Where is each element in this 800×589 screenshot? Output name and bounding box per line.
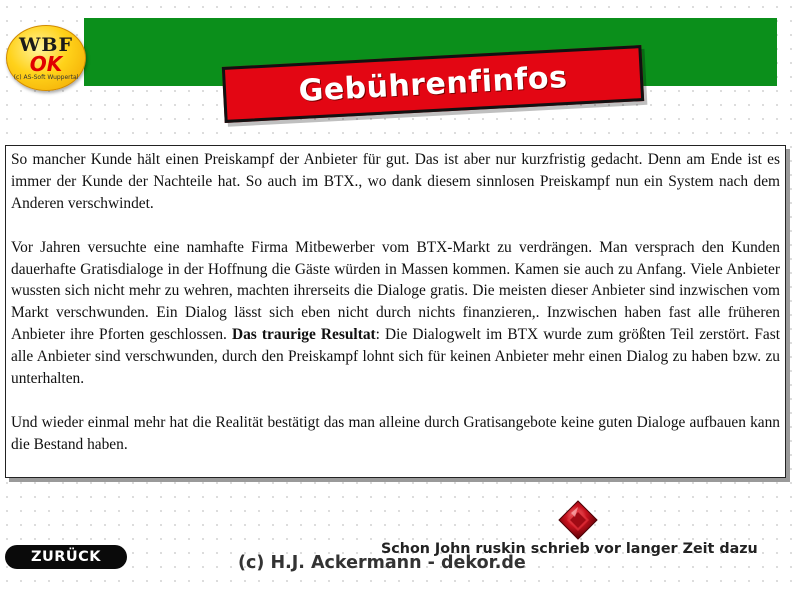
paragraph-2-text-a: Vor Jahren versuchte eine namhafte Firma Mitbewerber vom BTX-Markt zu verdrängen. Man versprach den Kunden dauerhafte Gratisdialoge in der Hoffnung die Gäste würden in Massen kommen. Kamen sie auch zu Anfang. Viele Anbieter wussten sich nicht mehr zu wehren, machten ihrerseits die Dialoge gratis. Die meisten dieser Anbieter sind inzwischen vom Markt verschwunden. Ein Dialog lässt sich eben nicht durch nichts finanzieren,. Inzwischen haben fast alle früheren Anbieter ihre Pforten geschlossen. (11, 238, 780, 344)
logo-ok-text: OK (29, 52, 63, 76)
back-button[interactable]: ZURÜCK (5, 545, 127, 569)
content-paragraph-3: Und wieder einmal mehr hat die Realität bestätigt das man alleine durch Gratisangebote keine guten Dialoge aufbauen kann die Bestand haben. (11, 413, 780, 453)
content-paragraph-1: So mancher Kunde hält einen Preiskampf der Anbieter für gut. Das ist aber nur kurzfristig gedacht. Denn am Ende ist es immer der Kunde der Nachteile hat. So auch im BTX., wo dank diesem sinnlosen Preiskampf nun ein System nach dem Anderen verschwindet. (11, 151, 780, 212)
quote-caption[interactable]: Schon John ruskin schrieb vor langer Zeit dazu (381, 541, 758, 557)
ruby-gem-icon[interactable] (557, 499, 599, 541)
content-paragraph-2 (11, 237, 780, 390)
paragraph-2-text-b: : Die Dialogwelt im BTX wurde zum größten Teil zerstört. Fast alle Anbieter sind verschwunden, durch den Preiskampf lohnt sich für keinen Anbieter mehr einen Dialog zu haben bzw. zu unterhalten. (11, 326, 780, 388)
copyright-text: (c) H.J. Ackermann - dekor.de (238, 553, 526, 573)
logo-top-text: WBF (19, 34, 73, 56)
paragraph-2-bold: Das traurige Resultat (232, 326, 376, 344)
content-box (5, 145, 786, 478)
wbf-ok-logo (6, 25, 86, 91)
page-title: Gebührenfinfos (297, 59, 569, 109)
logo-sub-text: (c) AS-Soft Wuppertal (13, 74, 79, 81)
